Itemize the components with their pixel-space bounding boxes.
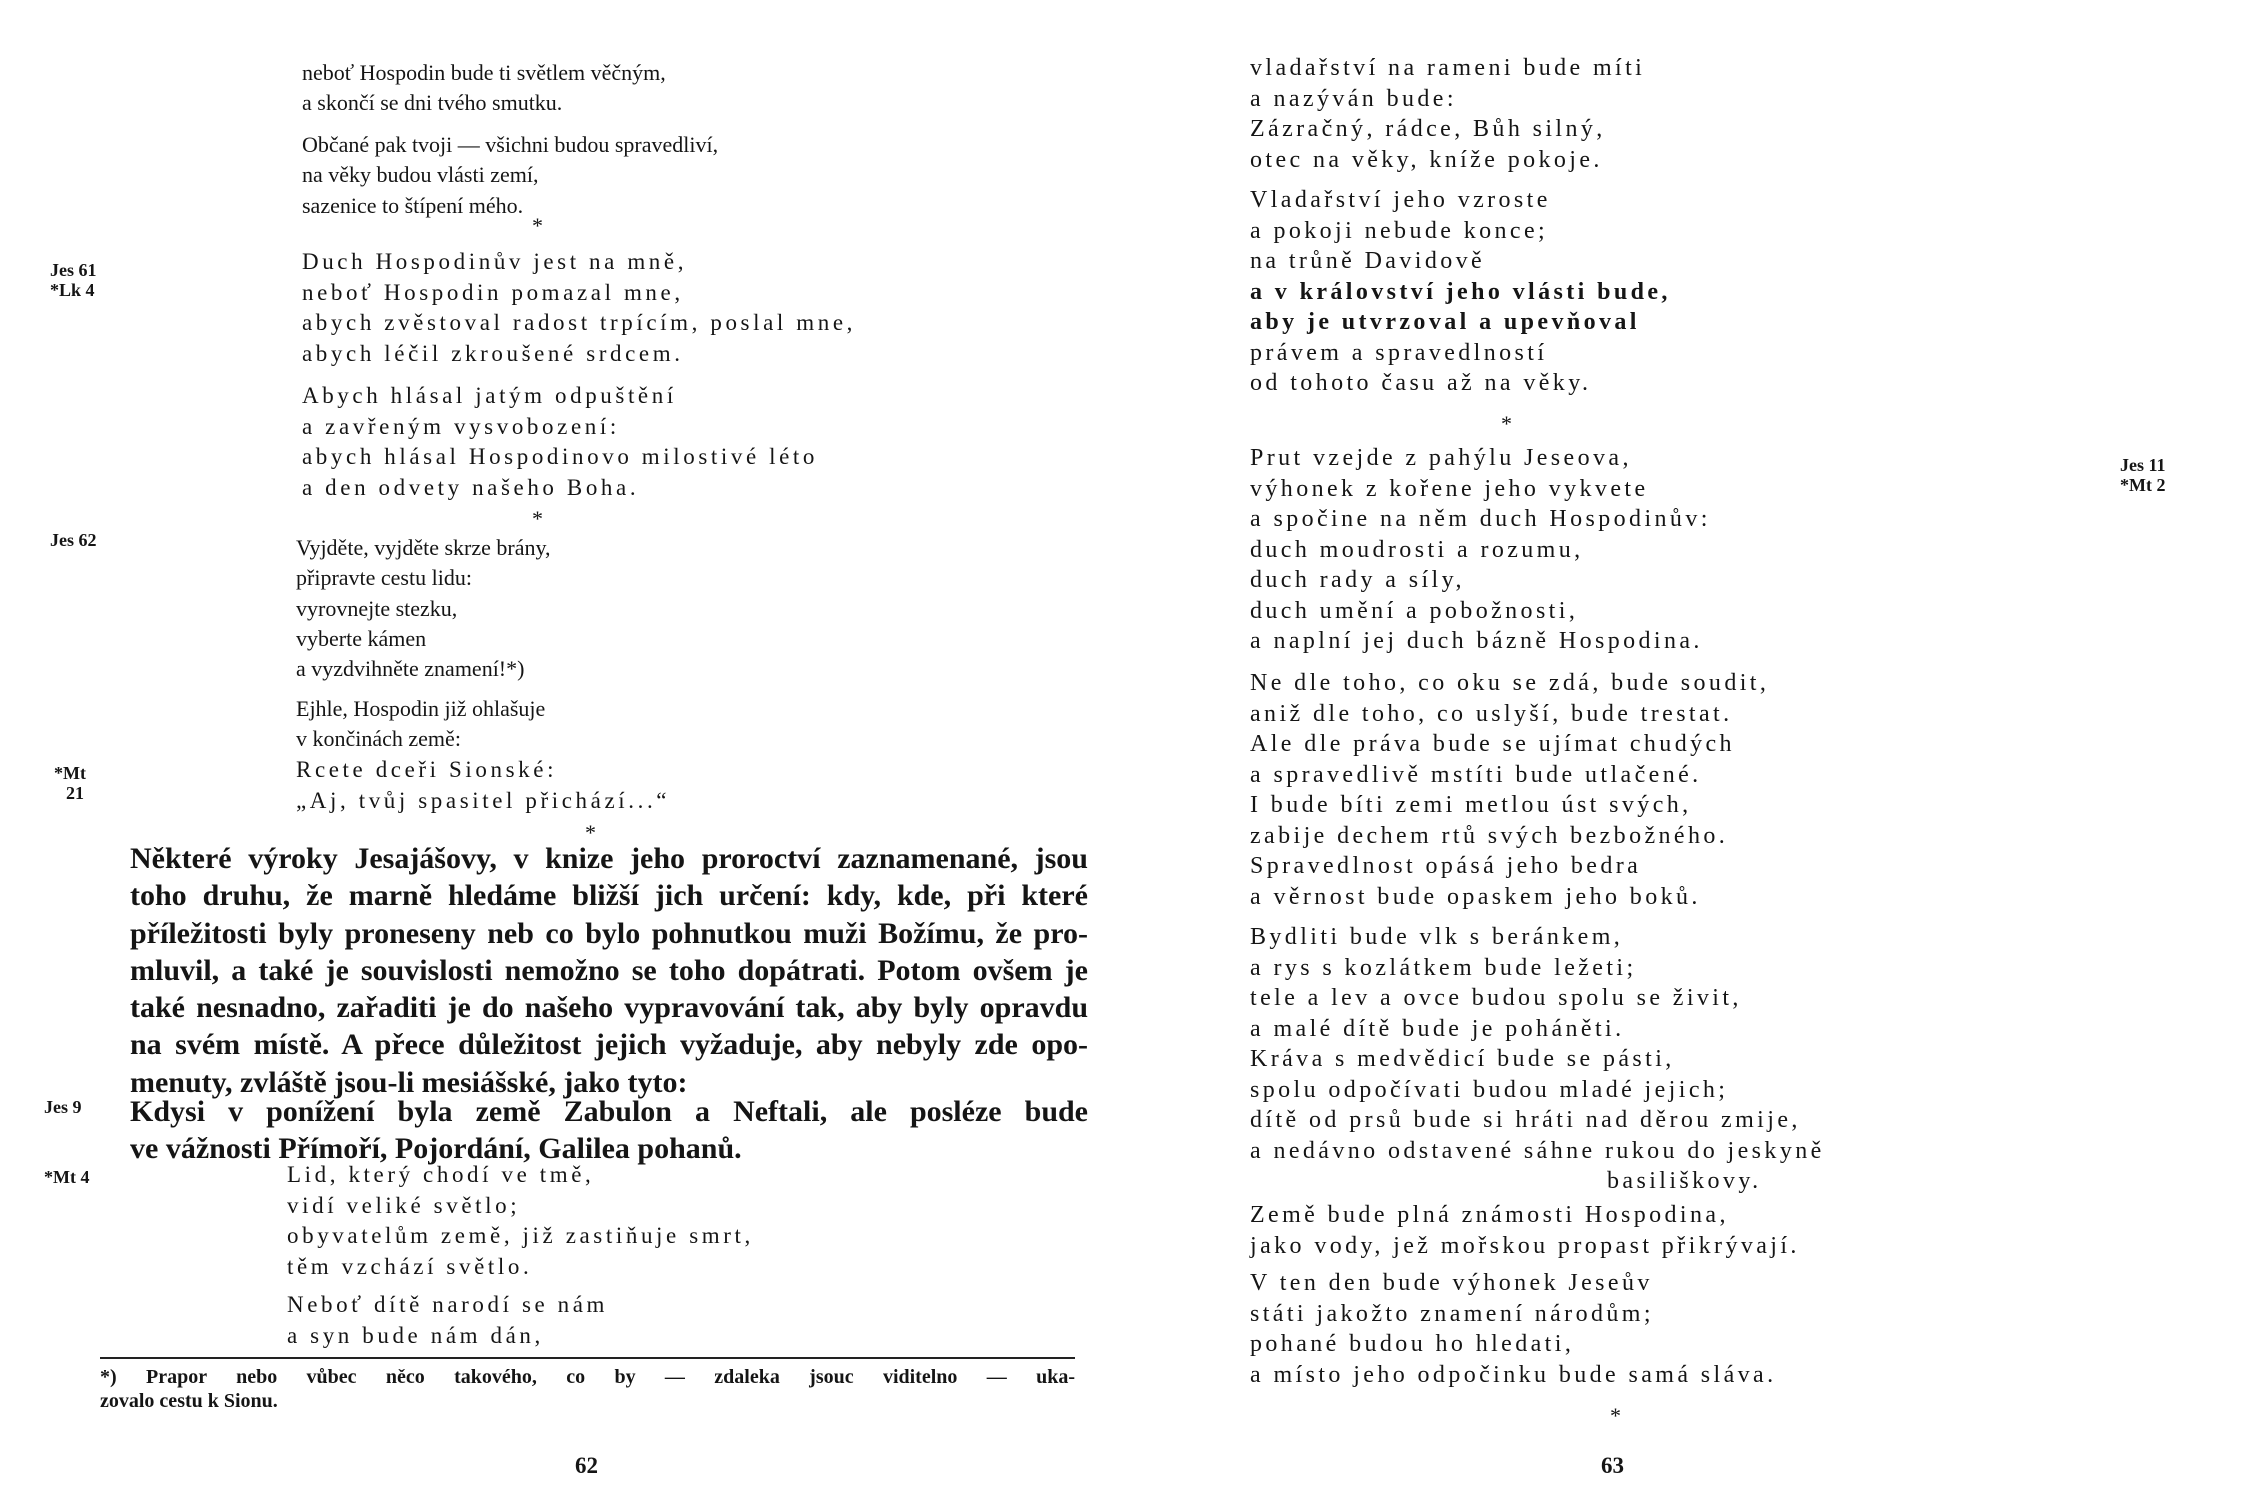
verse-line: spolu odpočívati budou mladé jejich; [1250, 1076, 1729, 1103]
verse-line: a věrnost bude opaskem jeho boků. [1250, 883, 1701, 910]
verse-line: abych léčil zkroušené srdcem. [302, 340, 684, 366]
verse-line: jako vody, jež mořskou propast přikrývají. [1250, 1232, 1800, 1259]
verse-line: právem a spravedlností [1250, 339, 1548, 366]
verse-line: dítě od prsů bude si hráti nad děrou zmije, [1250, 1107, 1801, 1133]
verse-line: státi jakožto znamení národům; [1250, 1300, 1654, 1327]
margin-ref-line: *Mt [54, 763, 86, 783]
stanza-6-continued [296, 755, 670, 816]
verse-line: a den odvety našeho Boha. [302, 474, 640, 500]
verse-line: Kráva s medvědicí bude se pásti, [1250, 1046, 1675, 1072]
stanza-2 [302, 130, 718, 221]
stanza-5 [1250, 922, 1825, 1197]
prose-paragraph-2 [130, 1093, 1088, 1168]
stanza-5 [296, 533, 551, 684]
margin-ref-line: Jes 11 [2120, 455, 2166, 475]
verse-line: a spočine na něm duch Hospodinův: [1250, 506, 1711, 532]
prose-paragraph [130, 840, 1088, 1101]
verse-line: „Aj, tvůj spasitel přichází...“ [296, 787, 671, 813]
verse-line: I bude bíti zemi metlou úst svých, [1250, 792, 1692, 818]
right-page [1123, 0, 2246, 1500]
verse-line: Zázračný, rádce, Bůh silný, [1250, 116, 1606, 142]
prose-line: Některé výroky Jesajášovy, v knize jeho proroctví zaznamenané, jsou [130, 842, 1088, 875]
footnote-line: zovalo cestu k Sionu. [100, 1390, 278, 1412]
verse-line: aniž dle toho, co uslyší, bude trestat. [1250, 700, 1733, 727]
verse-line: vladařství na rameni bude míti [1250, 55, 1646, 81]
section-star: * [585, 820, 596, 845]
prose-line: příležitosti byly proneseny neb co bylo pohnutkou muži Božímu, že pro- [130, 916, 1088, 950]
verse-line: v končinách země: [296, 726, 461, 752]
verse-line: Vyjděte, vyjděte skrze brány, [296, 535, 551, 560]
verse-line: a naplní jej duch bázně Hospodina. [1250, 628, 1703, 654]
verse-line: na trůně Davidově [1250, 248, 1486, 274]
verse-line: Prut vzejde z pahýlu Jeseova, [1250, 445, 1632, 471]
stanza-6 [296, 694, 545, 755]
verse-line: vidí veliké světlo; [287, 1192, 521, 1218]
verse-line: těm vzchází světlo. [287, 1253, 533, 1279]
margin-ref-line: Jes 62 [50, 530, 97, 550]
verse-line: a spravedlivě mstíti bude utlačené. [1250, 761, 1702, 788]
verse-line: duch rady a síly, [1250, 567, 1465, 593]
verse-line: Spravedlnost opásá jeho bedra [1250, 853, 1642, 879]
verse-line: zabije dechem rtů svých bezbožného. [1250, 822, 1729, 849]
verse-line: a nedávno odstavené sáhne rukou do jeskyně [1250, 1137, 1825, 1164]
verse-line: a zavřeným vysvobození: [302, 413, 620, 439]
verse-line: basiliškovy. [1607, 1168, 1762, 1194]
stanza-1 [302, 58, 666, 119]
verse-line: a nazýván bude: [1250, 85, 1457, 112]
margin-ref-line: 21 [66, 783, 84, 803]
page-number: 63 [1601, 1453, 1624, 1478]
prose-line: ve vážnosti Přímoří, Pojordání, Galilea pohanů. [130, 1132, 742, 1166]
stanza-2 [1250, 185, 1671, 399]
verse-line: otec na věky, kníže pokoje. [1250, 146, 1603, 173]
verse-line: výhonek z kořene jeho vykvete [1250, 475, 1649, 502]
margin-reference-mt21 [54, 763, 86, 803]
verse-line: a vyzdvihněte znamení!*) [296, 656, 525, 682]
prose-line: mluvil, a také je souvislosti nemožno se toho dopátrati. Potom ovšem je [130, 953, 1088, 987]
verse-line: sazenice to štípení mého. [302, 192, 524, 218]
stanza-7 [1250, 1268, 1777, 1390]
verse-line: připravte cestu lidu: [296, 565, 472, 591]
verse-line: duch moudrosti a rozumu, [1250, 536, 1584, 563]
margin-reference-jes61 [50, 260, 97, 300]
verse-line: Abych hlásal jatým odpuštění [302, 383, 677, 408]
stanza-8 [287, 1290, 608, 1351]
verse-line: Ejhle, Hospodin již ohlašuje [296, 696, 546, 721]
verse-line: Ale dle práva bude se ujímat chudých [1250, 731, 1735, 757]
verse-line: Ne dle toho, co oku se zdá, bude soudit, [1250, 670, 1770, 696]
footnote-divider [100, 1357, 1075, 1359]
verse-line: obyvatelům země, již zastiňuje smrt, [287, 1223, 754, 1248]
verse-line: Bydliti bude vlk s beránkem, [1250, 924, 1624, 950]
stanza-4 [1250, 668, 1769, 912]
stanza-6 [1250, 1200, 1800, 1261]
verse-line: abych hlásal Hospodinovo milostivé léto [302, 444, 819, 469]
stanza-4 [302, 381, 818, 503]
verse-line: tele a lev a ovce budou spolu se živit, [1250, 985, 1742, 1011]
footnote [100, 1365, 1075, 1413]
margin-ref-line: Jes 61 [50, 260, 97, 280]
verse-line: a v království jeho vlásti bude, [1250, 278, 1671, 305]
verse-line: na věky budou vlásti zemí, [302, 162, 539, 188]
verse-line: a místo jeho odpočinku bude samá sláva. [1250, 1361, 1777, 1388]
verse-line: neboť Hospodin bude ti světlem věčným, [302, 60, 666, 85]
verse-line: Země bude plná známosti Hospodina, [1250, 1202, 1729, 1228]
stanza-3 [302, 247, 856, 369]
verse-line: V ten den bude výhonek Jeseův [1250, 1270, 1653, 1296]
margin-reference-jes9: Jes 9 [44, 1097, 82, 1117]
prose-line: Kdysi v ponížení byla země Zabulon a Neftali, ale posléze bude [130, 1095, 1088, 1128]
page-number: 62 [575, 1453, 598, 1478]
verse-line: aby je utvrzoval a upevňoval [1250, 309, 1640, 335]
verse-line: neboť Hospodin pomazal mne, [302, 279, 684, 305]
verse-line: Neboť dítě narodí se nám [287, 1292, 609, 1317]
verse-line: Lid, který chodí ve tmě, [287, 1162, 595, 1187]
section-star: * [532, 506, 543, 531]
verse-line: Duch Hospodinův jest na mně, [302, 249, 688, 274]
margin-reference-jes62 [50, 530, 97, 550]
section-star: * [1501, 411, 1512, 436]
verse-line: a rys s kozlátkem bude ležeti; [1250, 954, 1637, 981]
verse-line: duch umění a pobožnosti, [1250, 597, 1579, 624]
prose-line: menuty, zvláště jsou-li mesiášské, jako tyto: [130, 1065, 688, 1099]
stanza-1 [1250, 53, 1645, 175]
stanza-7 [287, 1160, 754, 1282]
margin-ref-line: *Mt 2 [2120, 475, 2166, 495]
verse-line: vyberte kámen [296, 625, 427, 651]
verse-line: od tohoto času až na věky. [1250, 370, 1592, 396]
verse-line: Vladařství jeho vzroste [1250, 187, 1551, 213]
verse-line: a pokoji nebude konce; [1250, 217, 1549, 244]
section-star: * [1610, 1403, 1621, 1428]
verse-line: vyrovnejte stezku, [296, 595, 458, 621]
margin-ref-line: *Lk 4 [50, 280, 95, 300]
prose-line: toho druhu, že marně hledáme bližší jich určení: kdy, kde, při které [130, 879, 1088, 913]
prose-line: na svém místě. A přece důležitost jejich vyžaduje, aby nebyly zde opo- [130, 1028, 1088, 1062]
stanza-3 [1250, 443, 1711, 657]
footnote-line: *) Prapor nebo vůbec něco takového, co by — zdaleka jsouc viditelno — uka- [100, 1366, 1075, 1388]
margin-reference-jes11 [2120, 455, 2166, 495]
verse-line: a skončí se dni tvého smutku. [302, 90, 563, 116]
section-star: * [532, 213, 543, 238]
verse-line: a syn bude nám dán, [287, 1322, 544, 1348]
verse-line: abych zvěstoval radost trpícím, poslal mne, [302, 310, 856, 335]
verse-line: pohané budou ho hledati, [1250, 1331, 1575, 1357]
prose-line: také nesnadno, zařaditi je do našeho vypravování tak, aby byly opravdu [130, 991, 1088, 1025]
verse-line: a malé dítě bude je poháněti. [1250, 1015, 1625, 1042]
verse-line: Občané pak tvoji — všichni budou spravedliví, [302, 132, 719, 157]
verse-line: Rcete dceři Sionské: [296, 757, 558, 782]
margin-reference-mt4: *Mt 4 [44, 1167, 90, 1187]
